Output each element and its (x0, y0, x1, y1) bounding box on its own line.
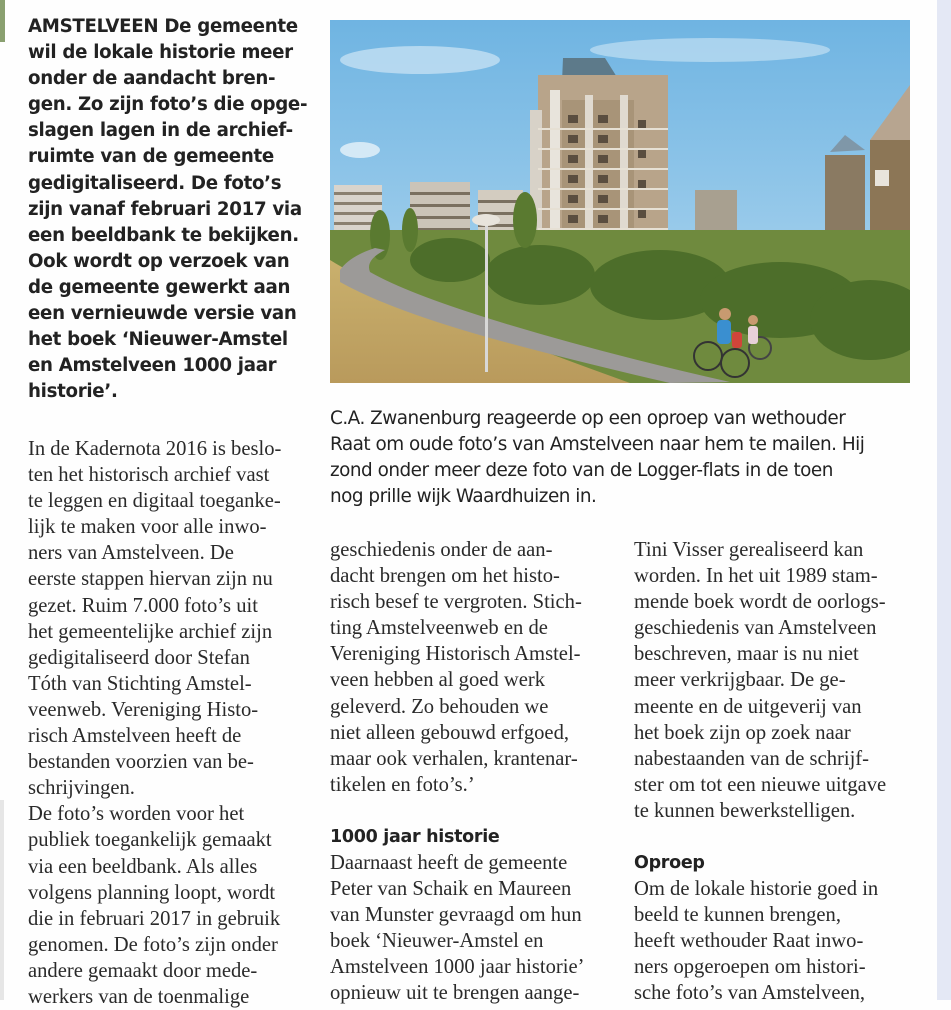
body-text-line: veenweb. Vereniging Histo- (28, 698, 259, 721)
logger-flat-tower (530, 58, 668, 250)
body-text-line: boek ‘Nieuwer-Amstel en (330, 930, 544, 953)
body-text-line: mende boek wordt de oorlogs- (634, 591, 886, 614)
body-text-line: tikelen en foto’s.’ (330, 773, 475, 796)
body-text-line: meer verkrijgbaar. De ge- (634, 669, 846, 692)
body-text-line: risch Amstelveen heeft de (28, 725, 242, 748)
caption-text-line: nog prille wijk Waardhuizen in. (330, 486, 597, 508)
column-3-paragraph-war-book (634, 537, 924, 824)
body-text-line: lijk te maken voor alle inwo- (28, 516, 267, 539)
body-text-line: volgens planning loopt, wordt (28, 881, 276, 904)
lead-text-line: en Amstelveen 1000 jaar (28, 355, 277, 377)
body-text-line: Om de lokale historie goed in (634, 878, 879, 901)
body-text-line: te kunnen bewerkstelligen. (634, 799, 856, 822)
article-column-3 (634, 537, 924, 1007)
lead-text-line: Ook wordt op verzoek van (28, 250, 290, 272)
spacer (330, 798, 620, 824)
body-text-line: gezet. Ruim 7.000 foto’s uit (28, 594, 258, 617)
body-text-line: meente en de uitgeverij van (634, 695, 862, 718)
body-text-line: dacht brengen om het histo- (330, 565, 560, 588)
body-text-line: Daarnaast heeft de gemeente (330, 851, 568, 874)
lead-text-line: slagen lagen in de archief- (28, 120, 293, 142)
body-text-line: van Munster gevraagd om hun (330, 904, 582, 927)
lead-text-line: ruimte van de gemeente (28, 146, 274, 168)
body-text-line: eerste stappen hiervan zijn nu (28, 568, 273, 591)
photo-logger-flats (330, 20, 910, 383)
page-edge-shadow (0, 800, 4, 1000)
lead-text-line: het boek ‘Nieuwer-Amstel (28, 329, 288, 351)
article-column-1 (28, 436, 318, 1010)
body-text-line: bestanden voorzien van be- (28, 751, 254, 774)
cloud (340, 142, 380, 158)
body-text-line: Tini Visser gerealiseerd kan (634, 539, 864, 561)
body-text-line: werkers van de toenmalige (28, 985, 250, 1008)
page-edge-accent (0, 0, 5, 42)
body-text-line: heeft wethouder Raat inwo- (634, 930, 864, 953)
body-text-line: sche foto’s van Amstelveen, (634, 982, 866, 1005)
lead-text-line: historie’. (28, 381, 118, 403)
article-photo (330, 20, 910, 383)
body-text-line: geschiedenis onder de aan- (330, 539, 553, 561)
photo-caption (330, 406, 930, 510)
body-text-line: ting Amstelveenweb en de (330, 617, 548, 640)
body-text-line: ster om tot een nieuwe uitgave (634, 773, 887, 796)
body-text-line: ners van Amstelveen. De (28, 542, 234, 565)
cloud (590, 38, 830, 62)
lead-text-line: de gemeente gewerkt aan (28, 276, 291, 298)
cloud (340, 46, 500, 74)
caption-text-line: zond onder meer deze foto van de Logger-flats in de toen (330, 460, 833, 482)
lead-text-line: een beeldbank te bekijken. (28, 224, 299, 246)
column-2-paragraph-book (330, 850, 620, 1007)
body-text-line: via een beeldbank. Als alles (28, 855, 258, 878)
body-text-line: genomen. De foto’s zijn onder (28, 933, 278, 956)
article-column-2 (330, 537, 620, 1007)
body-text-line: schrijvingen. (28, 777, 135, 800)
body-text-line: andere gemaakt door mede- (28, 959, 258, 982)
body-text-line: beschreven, maar is nu niet (634, 643, 859, 666)
body-text-line: geleverd. Zo behouden we (330, 695, 549, 718)
body-text-line: Peter van Schaik en Maureen (330, 878, 572, 901)
body-text-line: veen hebben al goed werk (330, 669, 545, 692)
body-text-line: maar ook verhalen, krantenar- (330, 747, 578, 770)
lead-text-line: een vernieuwde versie van (28, 303, 297, 325)
lead-text-line: AMSTELVEEN De gemeente (28, 16, 298, 37)
subheading-oproep: Oproep (634, 853, 705, 874)
body-text-line: In de Kadernota 2016 is beslo- (28, 438, 282, 460)
body-text-line: opnieuw uit te brengen aange- (330, 982, 580, 1005)
caption-text-line: Raat om oude foto’s van Amstelveen naar hem te mailen. Hij (330, 434, 865, 456)
caption-text-line: C.A. Zwanenburg reageerde op een oproep van wethouder (330, 408, 846, 429)
body-text-line: Tóth van Stichting Amstel- (28, 672, 252, 695)
lead-text-line: gedigitaliseerd. De foto’s (28, 172, 282, 194)
body-text-line: publiek toegankelijk gemaakt (28, 829, 272, 852)
body-text-line: risch besef te vergroten. Stich- (330, 591, 582, 614)
column-3-paragraph-oproep (634, 876, 924, 1006)
lead-text-line: wil de lokale historie meer (28, 42, 293, 64)
body-text-line: geschiedenis van Amstelveen (634, 617, 877, 640)
body-text-line: ners opgeroepen om histori- (634, 956, 866, 979)
body-text-line: te leggen en digitaal toeganke- (28, 490, 281, 513)
spacer (634, 824, 924, 850)
body-text-line: het gemeentelijke archief zijn (28, 620, 273, 643)
page-edge-strip (937, 0, 951, 1000)
body-text-line: nabestaanden van de schrijf- (634, 747, 870, 770)
body-text-line: worden. In het uit 1989 stam- (634, 565, 878, 588)
body-text-line: het boek zijn op zoek naar (634, 721, 851, 744)
body-text-line: beeld te kunnen brengen, (634, 904, 842, 927)
body-text-line: Vereniging Historisch Amstel- (330, 643, 581, 666)
subheading-1000-jaar-historie: 1000 jaar historie (330, 826, 500, 847)
body-text-line: die in februari 2017 in gebruik (28, 907, 281, 930)
lead-text-line: zijn vanaf februari 2017 via (28, 198, 302, 220)
body-text-line: gedigitaliseerd door Stefan (28, 646, 250, 669)
article-lead (28, 14, 318, 405)
body-text-line: niet alleen gebouwd erfgoed, (330, 721, 570, 744)
body-text-line: Amstelveen 1000 jaar historie’ (330, 956, 585, 979)
body-text-line: De foto’s worden voor het (28, 803, 245, 826)
column-2-paragraph-quote (330, 537, 620, 798)
lead-text-line: onder de aandacht bren- (28, 68, 276, 90)
body-text-line: ten het historisch archief vast (28, 464, 270, 487)
lead-text-line: gen. Zo zijn foto’s die opge- (28, 94, 308, 116)
